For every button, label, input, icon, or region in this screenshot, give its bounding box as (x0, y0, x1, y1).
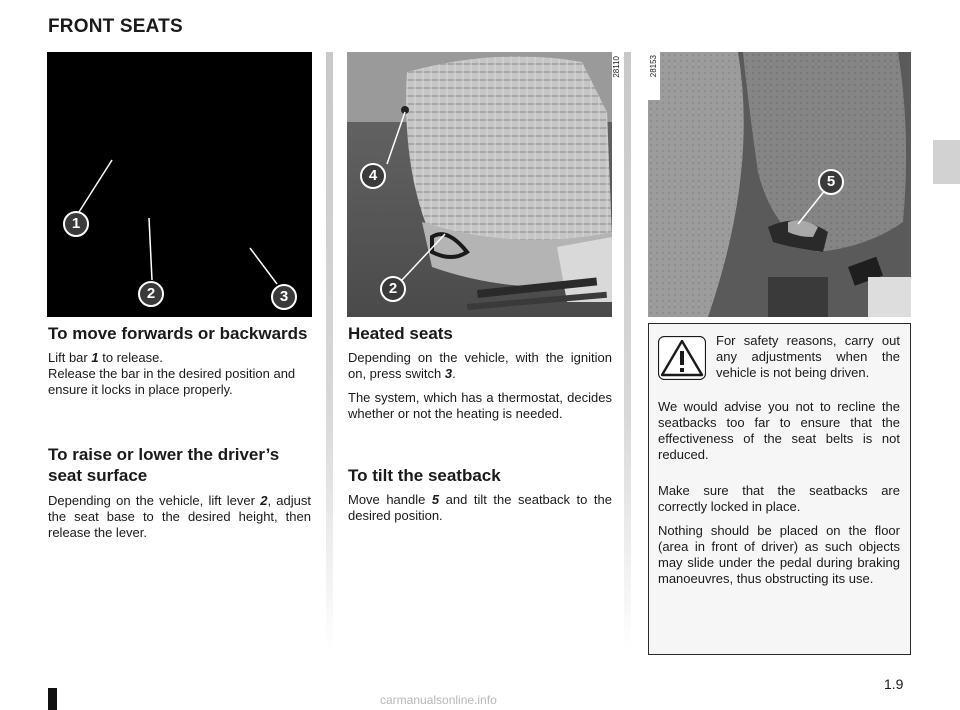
column-divider-right (624, 52, 631, 652)
callout-1: 1 (63, 211, 89, 237)
callout-5: 5 (818, 169, 844, 195)
text-heated-seats-2: The system, which has a thermostat, decides whether or not the heating is needed. (348, 390, 612, 421)
warning-text-1: For safety reasons, carry out any adjustments when the vehicle is not being driven. (716, 333, 900, 380)
text-move-seat-line1: Lift bar 1 to release. (48, 350, 163, 365)
callout-4: 4 (360, 163, 386, 189)
section-raise-seat (48, 444, 311, 541)
safety-warning-box (648, 323, 911, 655)
section-tilt-seatback (348, 465, 612, 524)
section-move-seat (48, 323, 311, 398)
callout-2: 2 (138, 281, 164, 307)
figure-seat-photo (347, 52, 612, 317)
warning-text-2: We would advise you not to recline the seatbacks too far to ensure that the effectiveness of the seat belts is not reduced. (658, 399, 900, 462)
text-move-seat-line2: Release the bar in the desired position and ensure it locks in place properly. (48, 366, 296, 397)
callout-lines (47, 52, 312, 317)
figure-seatback-photo (648, 52, 911, 317)
watermark: carmanualsonline.info (380, 693, 497, 707)
text-tilt-seatback: Move handle 5 and tilt the seatback to the desired position. (348, 492, 612, 523)
warning-triangle-icon (658, 336, 706, 380)
page-title: FRONT SEATS (48, 16, 183, 37)
corner-mark (48, 688, 57, 710)
figure-seat-controls (47, 52, 312, 317)
text-raise-seat: Depending on the vehicle, lift lever 2, adjust the seat base to the desired height, then release the lever. (48, 493, 311, 540)
callout-2-photo: 2 (380, 276, 406, 302)
heading-tilt-seatback: To tilt the seatback (348, 466, 501, 485)
callout-3: 3 (271, 284, 297, 310)
heading-move-seat: To move forwards or backwards (48, 324, 308, 343)
seatback-photo-illustration (648, 52, 911, 317)
section-heated-seats (348, 323, 612, 422)
text-heated-seats-1: Depending on the vehicle, with the ignition on, press switch 3. (348, 350, 612, 381)
figure-code-right: 28153 (649, 55, 658, 78)
page-number: 1.9 (884, 676, 904, 692)
warning-text-4: Nothing should be placed on the floor (area in front of driver) as such objects may slide under the pedal during braking manoeuvres, thus obstructing its use. (658, 523, 900, 586)
warning-text-3: Make sure that the seatbacks are correctly locked in place. (658, 483, 900, 514)
column-divider-left (326, 52, 333, 652)
chapter-tab (933, 140, 960, 184)
heading-heated-seats: Heated seats (348, 324, 453, 343)
heading-raise-seat: To raise or lower the driver’s seat surface (48, 445, 280, 485)
figure-code-middle: 28110 (612, 56, 621, 78)
